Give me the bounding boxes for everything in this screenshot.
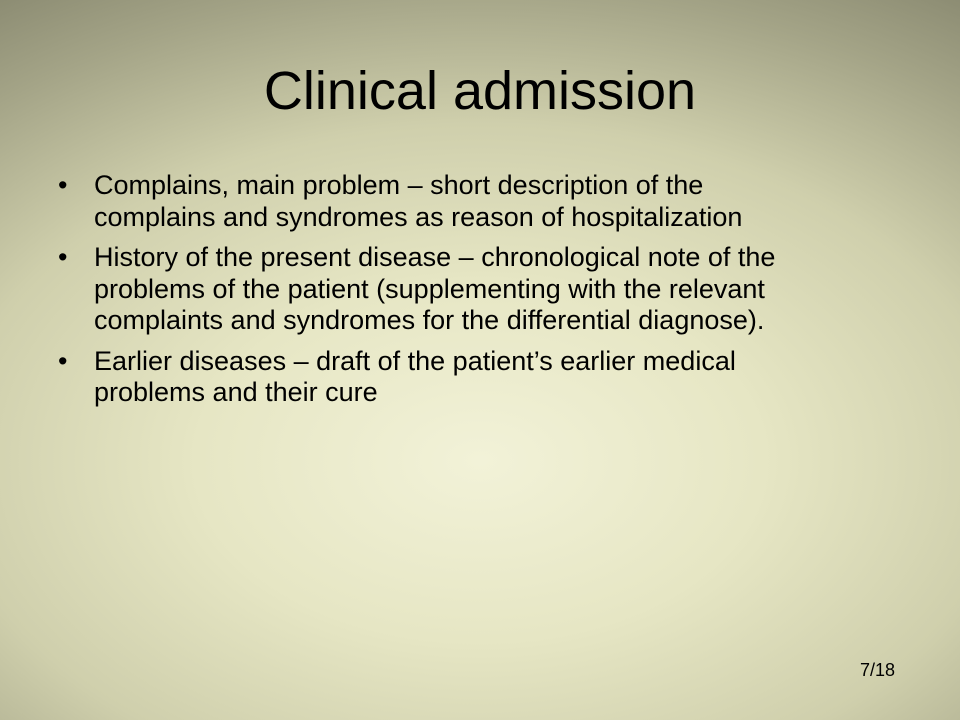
bullet-text-line: complaints and syndromes for the differential diagnose). — [94, 305, 765, 335]
bullet-icon: • — [58, 345, 68, 376]
bullet-icon: • — [58, 242, 68, 272]
bullet-item — [58, 170, 918, 233]
page-number: 7/18 — [860, 660, 896, 680]
bullet-text-line: problems and their cure — [94, 377, 378, 407]
bullet-text-line: Complains, main problem – short description of the — [94, 170, 704, 200]
bullet-icon: • — [58, 170, 68, 200]
bullet-text-line: problems of the patient (supplementing with the relevant — [94, 273, 765, 304]
slide-title: Clinical admission — [263, 61, 697, 121]
bullet-item — [58, 346, 918, 409]
bullet-item — [58, 242, 918, 337]
bullet-text-line: History of the present disease – chronological note of the — [94, 242, 776, 272]
bullet-text-line: complains and syndromes as reason of hospitalization — [94, 201, 743, 232]
bullet-list — [58, 170, 918, 418]
bullet-text-line: Earlier diseases – draft of the patient’s earlier medical — [94, 345, 736, 376]
